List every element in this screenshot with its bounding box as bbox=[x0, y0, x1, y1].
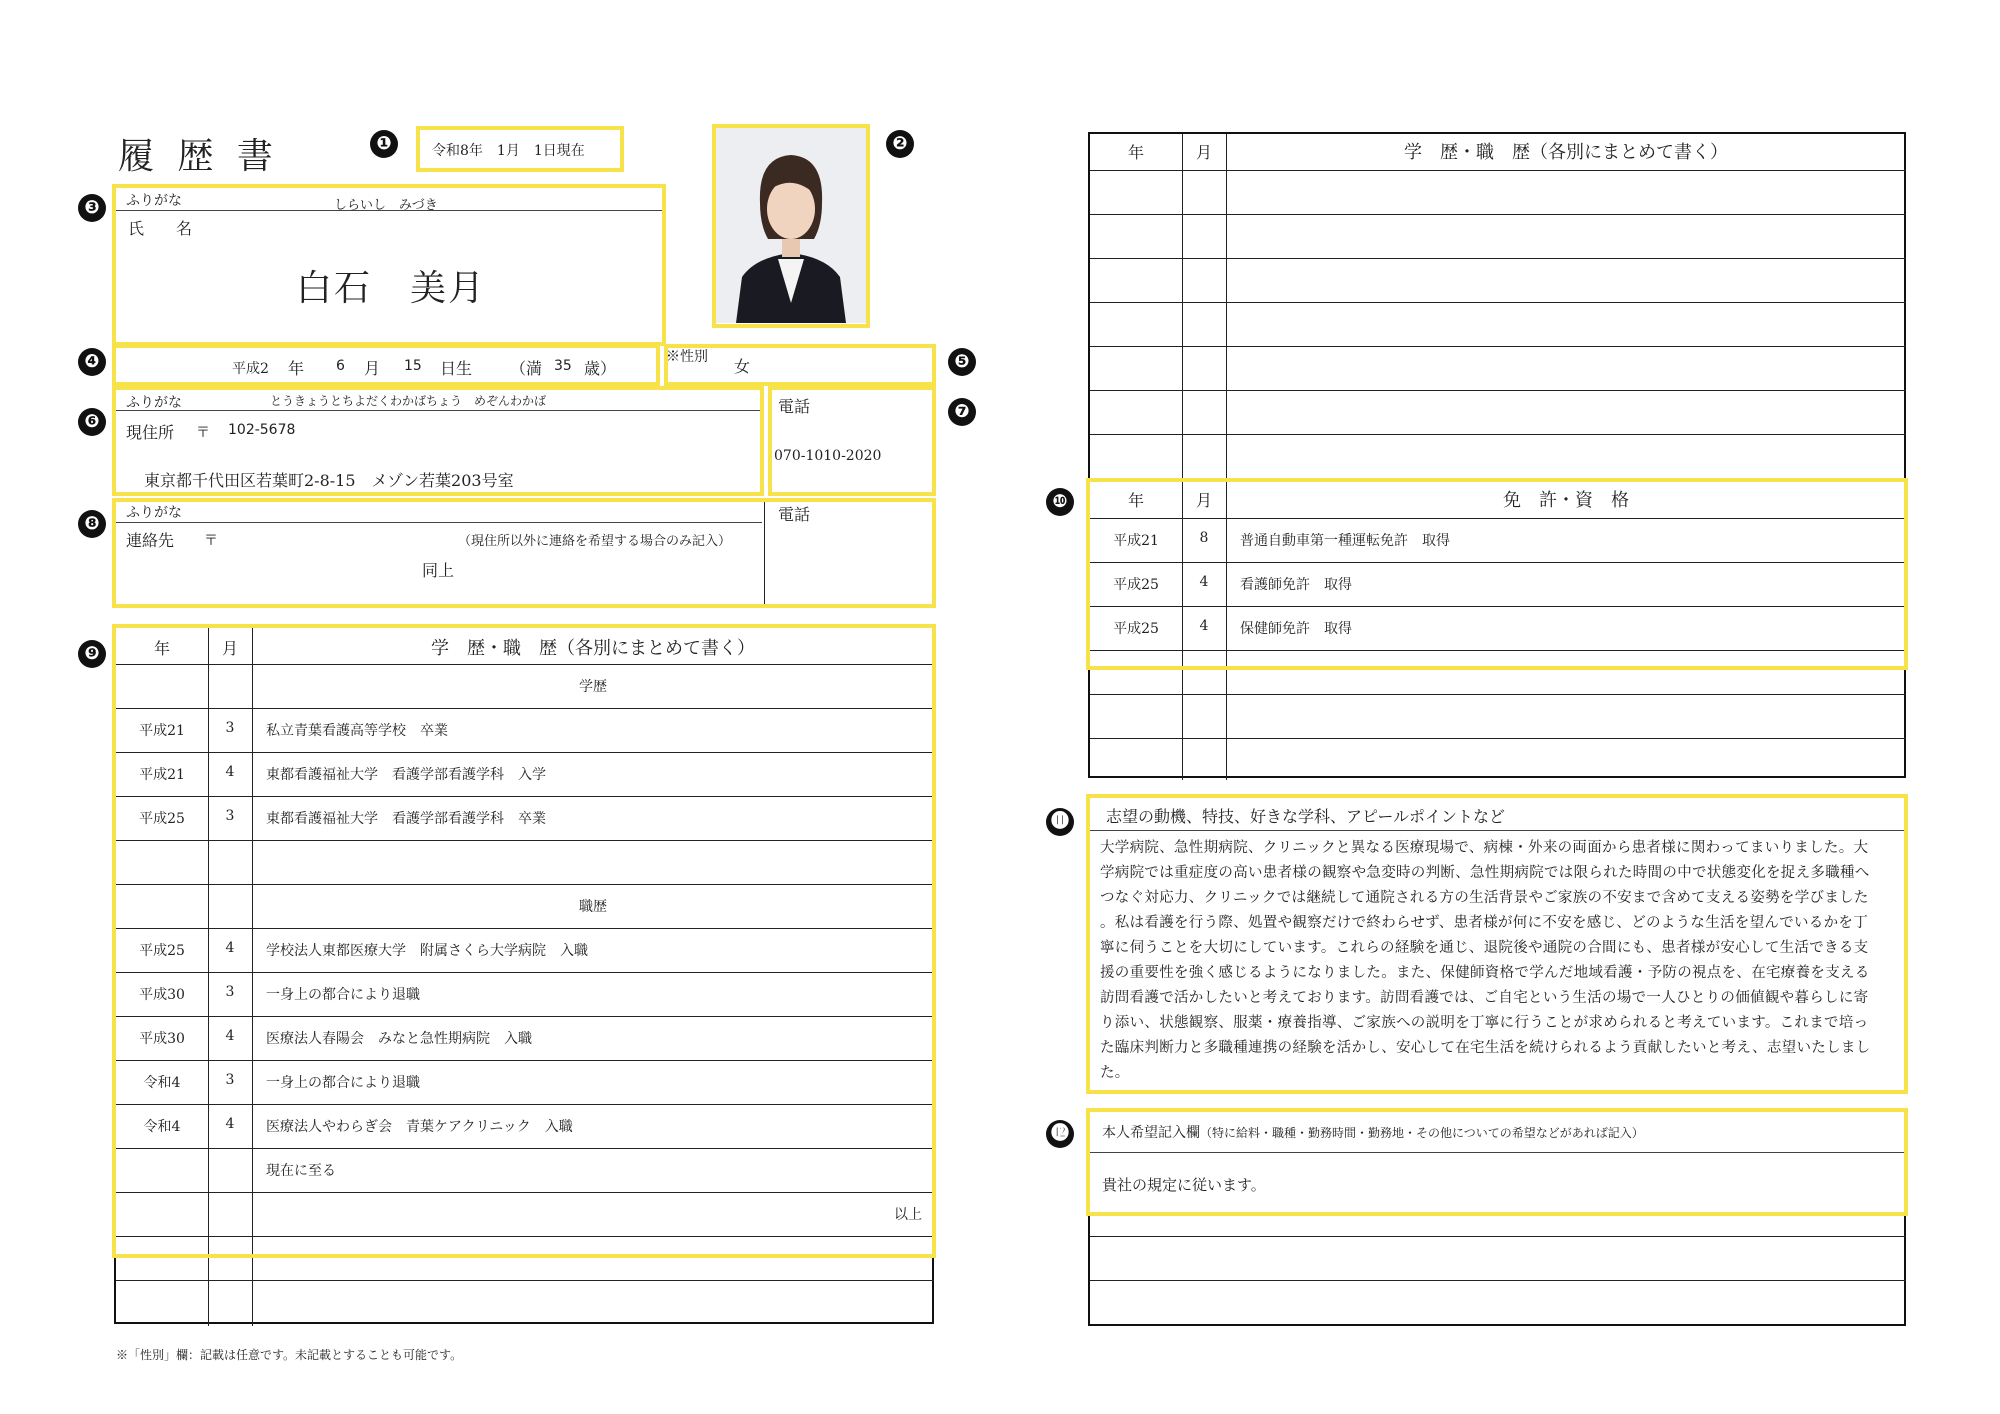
cell-year: 平成25 bbox=[1113, 577, 1159, 593]
divider bbox=[1090, 1214, 1906, 1215]
row-divider bbox=[116, 1236, 934, 1237]
row-divider bbox=[116, 664, 934, 665]
cell-text: 職歴 bbox=[579, 899, 607, 915]
contact-box bbox=[114, 500, 934, 606]
phone-box bbox=[770, 388, 934, 494]
row-divider bbox=[1090, 302, 1906, 303]
gender-label: ※性別 bbox=[666, 349, 708, 365]
age-value: 35 bbox=[554, 358, 572, 374]
cell-month: 4 bbox=[225, 940, 235, 956]
col-month-header: 月 bbox=[1195, 491, 1212, 510]
row-divider bbox=[116, 840, 934, 841]
row-divider bbox=[1090, 650, 1906, 651]
gender-box bbox=[664, 346, 934, 384]
row-divider bbox=[116, 1060, 934, 1061]
motivation-line: 大学病院、急性期病院、クリニックと異なる医療現場で、病棟・外来の両面から患者様に関わってまいりました。大 bbox=[1100, 840, 1869, 856]
cell-text: 看護師免許 取得 bbox=[1240, 577, 1352, 593]
row-divider bbox=[1090, 738, 1906, 739]
phone-value: 070-1010-2020 bbox=[774, 448, 882, 464]
divider bbox=[1090, 1236, 1906, 1237]
cell-text: 保健師免許 取得 bbox=[1240, 621, 1352, 637]
col-content-header: 学 歴・職 歴（各別にまとめて書く） bbox=[431, 638, 755, 659]
row-divider bbox=[116, 796, 934, 797]
marker-11: ⓫ bbox=[1046, 808, 1074, 836]
contact-label: 連絡先 bbox=[126, 531, 175, 550]
postal-code: 102-5678 bbox=[228, 422, 296, 438]
phone-label: 電話 bbox=[778, 397, 811, 416]
col-divider bbox=[252, 628, 253, 1326]
cell-text: 東都看護福祉大学 看護学部看護学科 卒業 bbox=[266, 811, 546, 827]
row-divider bbox=[1090, 434, 1906, 435]
request-label-main: 本人希望記入欄 bbox=[1102, 1125, 1200, 1141]
name-label: 氏 名 bbox=[128, 219, 193, 238]
motivation-line: 寧に伺うことを大切にしています。これらの経験を通じ、退院後や通院の合間にも、患者様が安心して生活できる支 bbox=[1100, 940, 1869, 956]
motivation-line: 学病院では重症度の高い患者様の観察や急変時の判断、急性期病院では限られた時間の中で状態変化を捉え多職種へ bbox=[1100, 865, 1870, 881]
cell-text: 学校法人東都医療大学 附属さくら大学病院 入職 bbox=[266, 943, 588, 959]
row-divider bbox=[1090, 390, 1906, 391]
divider bbox=[764, 500, 765, 606]
full-name: 白石 美月 bbox=[296, 268, 487, 309]
name-furigana: しらいし みづき bbox=[334, 198, 438, 213]
divider bbox=[1090, 1152, 1906, 1153]
marker-1: ❶ bbox=[370, 130, 398, 158]
history-table-continued bbox=[1088, 132, 1906, 480]
page-title: 履 歴 書 bbox=[118, 136, 279, 177]
gender-value: 女 bbox=[734, 357, 751, 376]
divider bbox=[1090, 830, 1906, 831]
address-furigana: とうきょうとちよだくわかばちょう めぞんわかば bbox=[270, 394, 547, 408]
cell-text: 医療法人やわらぎ会 青葉ケアクリニック 入職 bbox=[266, 1119, 573, 1135]
cell-text: 一身上の都合により退職 bbox=[266, 1075, 420, 1091]
row-divider bbox=[116, 972, 934, 973]
row-divider bbox=[116, 1280, 934, 1281]
col-content-header: 免 許・資 格 bbox=[1503, 490, 1629, 511]
cell-year: 令和4 bbox=[143, 1075, 181, 1091]
col-year-header: 年 bbox=[153, 639, 170, 658]
cell-month: 3 bbox=[225, 984, 235, 1000]
marker-5: ❺ bbox=[948, 348, 976, 376]
cell-month: 4 bbox=[1199, 618, 1209, 634]
row-divider bbox=[116, 1148, 934, 1149]
row-divider bbox=[1090, 214, 1906, 215]
birth-year-unit: 年 bbox=[288, 359, 305, 378]
cell-text: 私立青葉看護高等学校 卒業 bbox=[266, 723, 448, 739]
col-year-header: 年 bbox=[1127, 491, 1144, 510]
motivation-line: た。 bbox=[1100, 1065, 1130, 1081]
age-unit: 歳） bbox=[584, 359, 617, 378]
postal-mark: 〒 bbox=[196, 425, 210, 441]
col-month-header: 月 bbox=[221, 639, 238, 658]
birth-day: 15 bbox=[404, 358, 422, 374]
col-divider bbox=[1226, 134, 1227, 482]
birth-box bbox=[114, 346, 658, 384]
birth-day-unit: 日生 bbox=[440, 359, 473, 378]
marker-2: ❷ bbox=[886, 130, 914, 158]
row-divider bbox=[1090, 346, 1906, 347]
cell-year: 平成25 bbox=[139, 811, 185, 827]
history-table bbox=[114, 626, 934, 1324]
birth-month-unit: 月 bbox=[364, 359, 381, 378]
cell-text: 東都看護福祉大学 看護学部看護学科 入学 bbox=[266, 767, 546, 783]
contact-value: 同上 bbox=[422, 561, 455, 580]
divider bbox=[114, 410, 762, 411]
cell-month: 8 bbox=[1199, 530, 1209, 546]
cell-year: 平成21 bbox=[139, 767, 185, 783]
license-table bbox=[1088, 480, 1906, 778]
footnote: ※「性別」欄：記載は任意です。未記載とすることも可能です。 bbox=[116, 1348, 463, 1362]
motivation-line: 訪問看護で活かしたいと考えております。訪問看護では、ご自宅という生活の場で一人ひとりの価値観や暮らしに寄 bbox=[1100, 990, 1869, 1006]
cell-month: 4 bbox=[225, 1028, 235, 1044]
cell-text: 学歴 bbox=[579, 679, 607, 695]
col-content-header: 学 歴・職 歴（各別にまとめて書く） bbox=[1404, 142, 1728, 163]
divider bbox=[114, 210, 664, 211]
row-divider bbox=[1090, 606, 1906, 607]
col-divider bbox=[1182, 134, 1183, 482]
motivation-line: 援の重要性を強く感じるようになりました。また、保健師資格で学んだ地域看護・予防の視点を、在宅療養を支える bbox=[1100, 965, 1870, 981]
motivation-line: つなぐ対応力、クリニックでは継続して通院される方の生活背景やご家族の不安まで含めて支える姿勢を学びました bbox=[1100, 890, 1869, 906]
birth-month: 6 bbox=[336, 358, 345, 374]
row-divider bbox=[116, 1016, 934, 1017]
motivation-line: た臨床判断力と多職種連携の経験を活かし、安心して在宅生活を続けられるよう貢献したいと考え、志望いたしまし bbox=[1100, 1040, 1871, 1056]
motivation-line: 。私は看護を行う際、処置や観察だけで終わらせず、患者様が何に不安を感じ、どのような生活を望んでいるかを丁 bbox=[1100, 915, 1868, 931]
row-divider bbox=[116, 1104, 934, 1105]
contact-furigana-label: ふりがな bbox=[126, 505, 182, 521]
name-box bbox=[114, 186, 664, 344]
row-divider bbox=[116, 884, 934, 885]
cell-year: 平成30 bbox=[139, 1031, 185, 1047]
address-furigana-label: ふりがな bbox=[126, 395, 182, 411]
motivation-label: 志望の動機、特技、好きな学科、アピールポイントなど bbox=[1106, 807, 1506, 826]
row-divider bbox=[116, 1192, 934, 1193]
request-value: 貴社の規定に従います。 bbox=[1102, 1176, 1266, 1194]
furigana-label: ふりがな bbox=[126, 193, 182, 209]
contact-note: （現住所以外に連絡を希望する場合のみ記入） bbox=[458, 534, 732, 549]
cell-month: 3 bbox=[225, 1072, 235, 1088]
row-divider bbox=[1090, 694, 1906, 695]
cell-text: 一身上の都合により退職 bbox=[266, 987, 420, 1003]
marker-8: ❽ bbox=[78, 510, 106, 538]
marker-4: ❹ bbox=[78, 348, 106, 376]
request-box bbox=[1088, 1110, 1906, 1326]
request-label-note: （特に給料・職種・勤務時間・勤務地・その他についての希望などがあれば記入） bbox=[1200, 1126, 1644, 1140]
cell-text: 現在に至る bbox=[266, 1163, 336, 1179]
col-month-header: 月 bbox=[1195, 143, 1212, 162]
cell-text: 以上 bbox=[894, 1207, 922, 1223]
marker-6: ❻ bbox=[78, 408, 106, 436]
marker-12: ⓬ bbox=[1046, 1120, 1074, 1148]
date-as-of: 令和8年 1月 1日現在 bbox=[432, 143, 585, 159]
row-divider bbox=[1090, 258, 1906, 259]
cell-month: 4 bbox=[225, 764, 235, 780]
cell-year: 平成25 bbox=[139, 943, 185, 959]
motivation-line: り添い、状態観察、服薬・療養指導、ご家族への説明を丁寧に行うことが求められると考えています。これまで培っ bbox=[1100, 1015, 1869, 1031]
cell-month: 4 bbox=[225, 1116, 235, 1132]
request-label bbox=[1102, 1122, 1644, 1142]
marker-7: ❼ bbox=[948, 398, 976, 426]
photo-frame bbox=[716, 127, 866, 323]
address-label: 現住所 bbox=[126, 423, 175, 442]
motivation-box bbox=[1088, 796, 1906, 1092]
col-year-header: 年 bbox=[1127, 143, 1144, 162]
row-divider bbox=[1090, 170, 1906, 171]
cell-month: 3 bbox=[225, 720, 235, 736]
row-divider bbox=[116, 752, 934, 753]
marker-10: ❿ bbox=[1046, 488, 1074, 516]
marker-9: ❾ bbox=[78, 640, 106, 668]
motivation-text bbox=[1100, 836, 1900, 1086]
address-value: 東京都千代田区若葉町2-8-15 メゾン若葉203号室 bbox=[144, 471, 514, 490]
col-divider bbox=[1226, 482, 1227, 780]
cell-year: 平成30 bbox=[139, 987, 185, 1003]
cell-text: 医療法人春陽会 みなと急性期病院 入職 bbox=[266, 1031, 532, 1047]
cell-year: 平成21 bbox=[139, 723, 185, 739]
row-divider bbox=[116, 928, 934, 929]
cell-year: 平成21 bbox=[1113, 533, 1159, 549]
row-divider bbox=[1090, 518, 1906, 519]
contact-phone-label: 電話 bbox=[778, 505, 811, 524]
cell-text: 普通自動車第一種運転免許 取得 bbox=[1240, 533, 1450, 549]
portrait-photo bbox=[716, 127, 866, 323]
age-prefix: （満 bbox=[510, 359, 543, 378]
marker-3: ❸ bbox=[78, 194, 106, 222]
cell-month: 4 bbox=[1199, 574, 1209, 590]
row-divider bbox=[116, 708, 934, 709]
address-box bbox=[114, 388, 762, 494]
contact-postal-mark: 〒 bbox=[204, 533, 218, 549]
cell-month: 3 bbox=[225, 808, 235, 824]
divider bbox=[114, 522, 762, 523]
row-divider bbox=[1090, 562, 1906, 563]
divider bbox=[1090, 1280, 1906, 1281]
cell-year: 平成25 bbox=[1113, 621, 1159, 637]
birth-era: 平成2 bbox=[232, 361, 269, 377]
cell-year: 令和4 bbox=[143, 1119, 181, 1135]
